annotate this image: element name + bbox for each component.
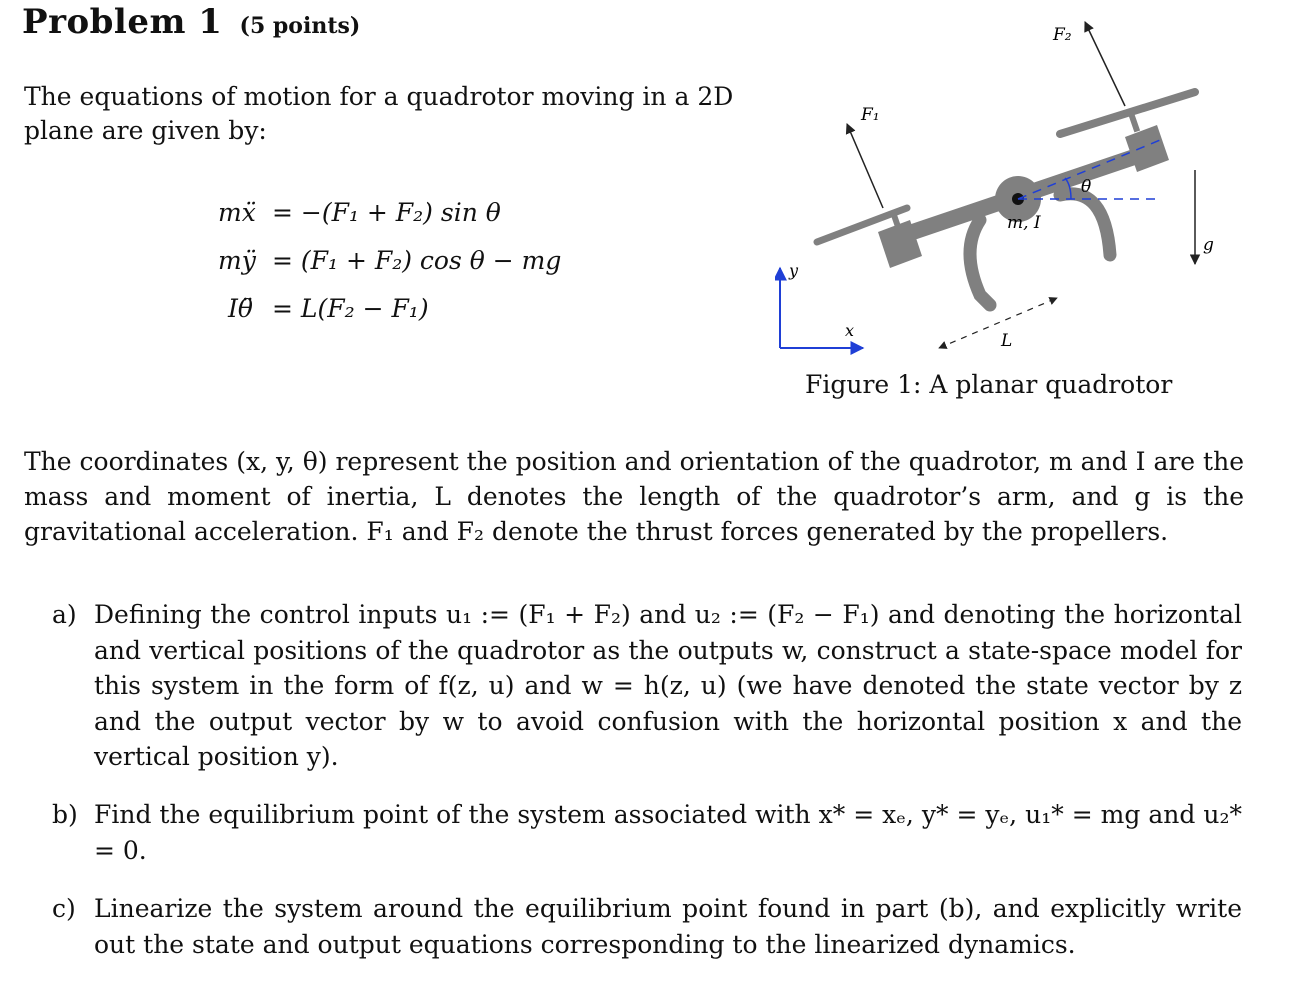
right-propeller [1060,92,1195,134]
quadrotor-figure [775,10,1295,360]
figure-caption: Figure 1: A planar quadrotor [805,370,1173,399]
arm-length-arrow [939,298,1057,348]
equation-theta-lhs: Iθ̈ [228,294,253,323]
theta-label: θ [1081,177,1092,197]
intro-text: The equations of motion for a quadrotor moving in a 2D plane are given by: [24,82,734,145]
left-leg [970,220,990,305]
f1-arrow [847,124,883,208]
f2-arrow [1085,22,1125,106]
part-c-label: c) [52,894,76,923]
part-a-label: a) [52,600,77,629]
part-b [52,797,1242,868]
problem-header [22,2,360,42]
part-c-text: Linearize the system around the equilibrium point found in part (b), and explicitly write out the state and output equations corresponding to the linearized dynamics. [94,894,1242,959]
part-a [52,597,1242,775]
part-c [52,891,1242,962]
gravity-label: g [1203,235,1214,255]
equation-y-lhs: mÿ [218,246,256,275]
equation-x-lhs: mẍ [218,198,256,227]
arm-length-label: L [1001,331,1013,351]
x-axis-label: x [845,321,855,340]
problem-points: (5 points) [239,13,361,39]
f2-label: F₂ [1053,25,1072,45]
quadrotor-diagram [775,10,1295,360]
part-a-text: Defining the control inputs u₁ := (F₁ + F₂) and u₂ := (F₂ − F₁) and denoting the horizontal and vertical positions of the quadrotor as the outputs w, construct a state-space model for this system in the form of f(z, u) and w = h(z, u) (we have denoted the state vector by z and the output vector by w to avoid confusion with the horizontal position x and the vertical position y). [94,600,1242,771]
equation-theta-rhs: = L(F₂ − F₁) [272,294,429,323]
part-b-text: Find the equilibrium point of the system associated with x* = xₑ, y* = yₑ, u₁* = mg and u₂* = 0. [94,800,1242,865]
mass-inertia-label: m, I [1007,213,1041,233]
part-b-label: b) [52,800,78,829]
y-axis-label: y [789,261,799,280]
equation-x-rhs: = −(F₁ + F₂) sin θ [272,198,501,227]
description-paragraph: The coordinates (x, y, θ) represent the position and orientation of the quadrotor, m and I are the mass and moment of inertia, L denotes the length of the quadrotor’s arm, and g is the gravitational acceleration. F₁ and F₂ denote the thrust forces generated by the propellers. [24,447,1244,546]
f1-label: F₁ [861,105,880,125]
problem-title: Problem 1 [22,2,223,42]
right-leg [1060,194,1110,255]
equation-y-rhs: = (F₁ + F₂) cos θ − mg [272,246,562,275]
